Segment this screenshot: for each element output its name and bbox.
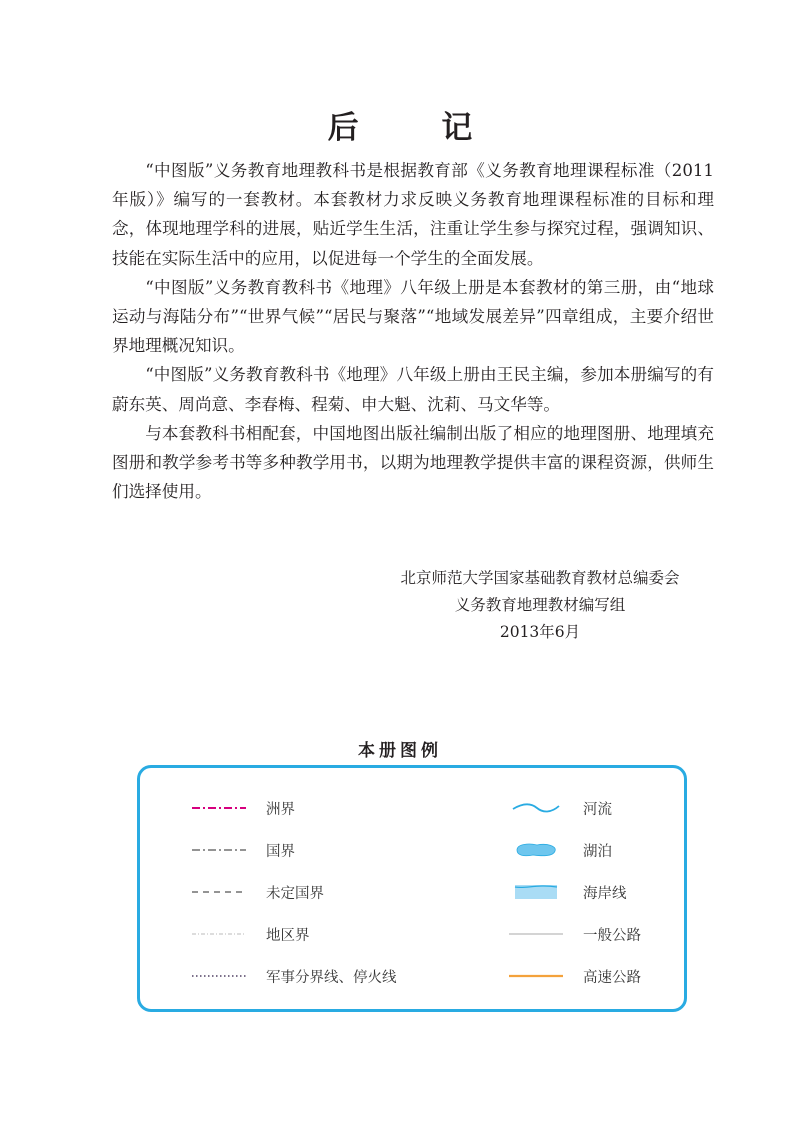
legend-item (507, 922, 641, 946)
paragraph: “中图版”义务教育教科书《地理》八年级上册是本套教材的第三册，由“地球运动与海陆分布”“世界气候”“居民与聚落”“地域发展差异”四章组成，主要介绍世界地理概况知识。 (112, 277, 714, 356)
legend-label: 未定国界 (266, 885, 324, 902)
signature-date: 2013年6月 (499, 623, 581, 641)
legend-label: 洲界 (266, 801, 295, 818)
legend-label: 一般公路 (583, 927, 641, 944)
legend-item (507, 796, 612, 820)
ceasefire-line-icon (190, 966, 248, 986)
legend-item (190, 796, 295, 820)
legend-label: 军事分界线、停火线 (266, 969, 397, 986)
legend-item (190, 922, 310, 946)
signature-block (330, 565, 750, 646)
legend-item (190, 880, 324, 904)
paragraph: “中图版”义务教育教科书《地理》八年级上册由王民主编，参加本册编写的有蔚东英、周尚意、李春梅、程菊、申大魁、沈莉、马文华等。 (112, 365, 714, 414)
page-title: 后 记 (327, 110, 509, 146)
river-icon (507, 798, 565, 818)
legend-label: 地区界 (266, 927, 310, 944)
legend-label: 国界 (266, 843, 295, 860)
legend-label: 河流 (583, 801, 612, 818)
undetermined-boundary-icon (190, 882, 248, 902)
legend-item (190, 838, 295, 862)
regional-boundary-icon (190, 924, 248, 944)
ordinary-road-icon (507, 924, 565, 944)
legend-box (137, 765, 687, 1012)
lake-icon (507, 840, 565, 860)
signature-org-line1: 北京师范大学国家基础教育教材总编委会 (400, 569, 680, 587)
legend-item (507, 964, 641, 988)
legend-item (507, 880, 627, 904)
legend-title: 本册图例 (358, 741, 442, 761)
coastline-icon (507, 882, 565, 902)
signature-org-line2: 义务教育地理教材编写组 (454, 596, 626, 614)
national-boundary-icon (190, 840, 248, 860)
legend-label: 海岸线 (583, 885, 627, 902)
paragraph: 与本套教科书相配套，中国地图出版社编制出版了相应的地理图册、地理填充图册和教学参考书等多种教学用书，以期为地理教学提供丰富的课程资源，供师生们选择使用。 (112, 423, 714, 502)
legend-item (507, 838, 612, 862)
legend-label: 高速公路 (583, 969, 641, 986)
legend-label: 湖泊 (583, 843, 612, 860)
continent-boundary-icon (190, 798, 248, 818)
afterword-body (112, 156, 714, 506)
paragraph: “中图版”义务教育地理教科书是根据教育部《义务教育地理课程标准（2011年版）》编写的一套教材。本套教材力求反映义务教育地理课程标准的目标和理念，体现地理学科的进展，贴近学生生活，注重让学生参与探究过程，强调知识、技能在实际生活中的应用，以促进每一个学生的全面发展。 (112, 161, 714, 268)
legend-item (190, 964, 397, 988)
expressway-icon (507, 966, 565, 986)
